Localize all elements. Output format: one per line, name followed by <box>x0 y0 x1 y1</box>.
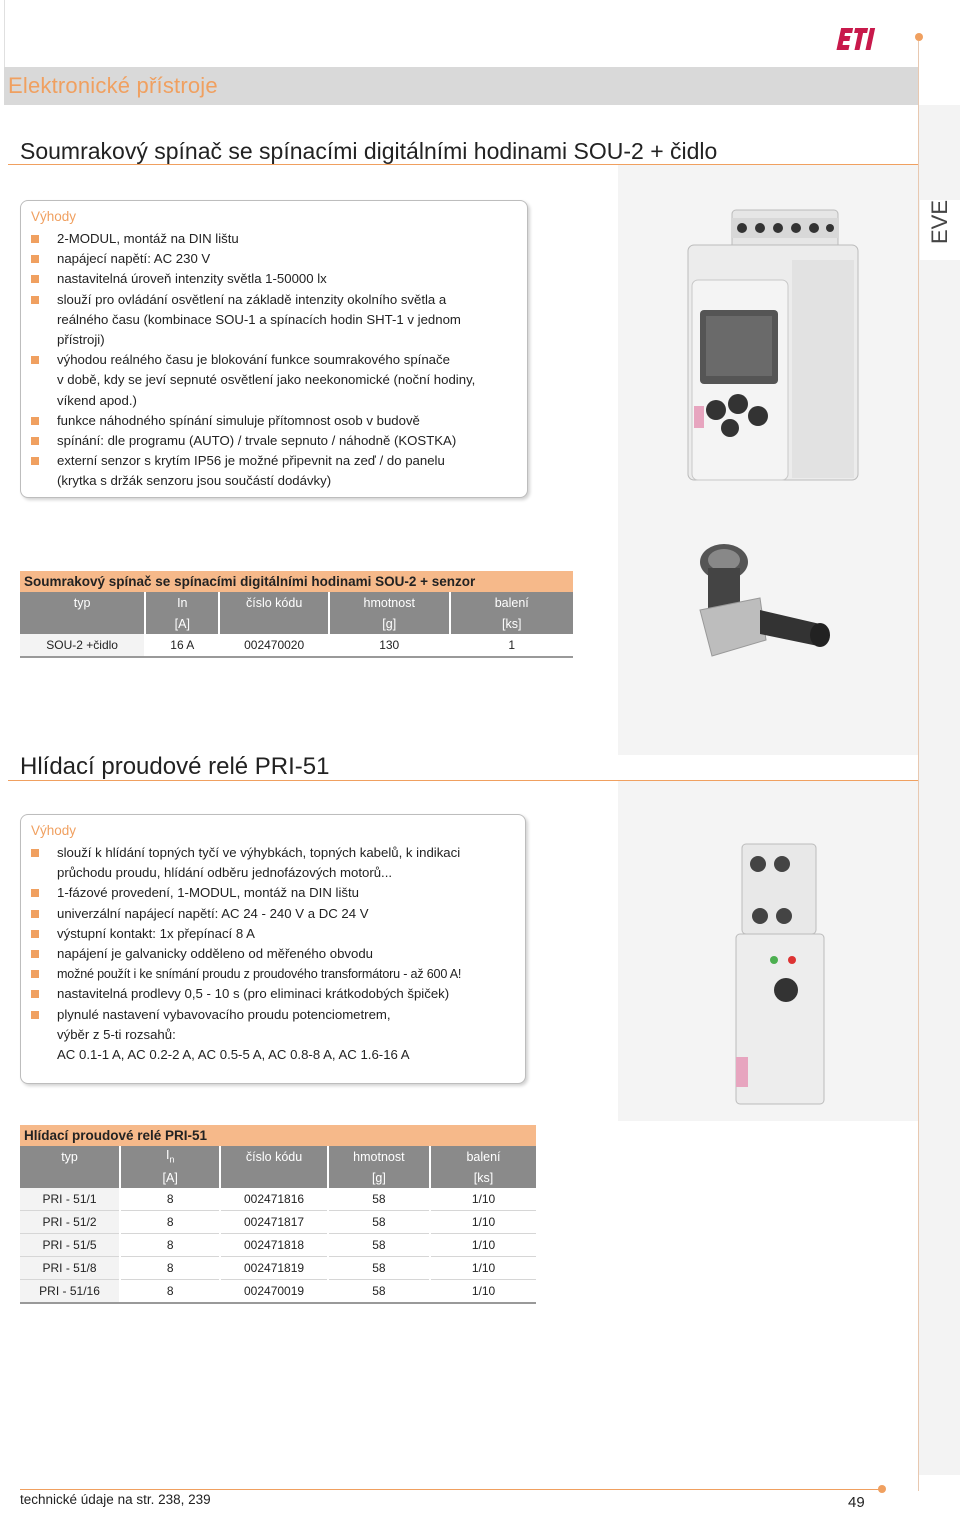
header-cell: typ <box>20 592 145 613</box>
unit-cell: [g] <box>329 613 450 634</box>
product2-title: Hlídací proudové relé PRI-51 <box>20 753 330 780</box>
header-cell: typ <box>20 1146 120 1167</box>
unit-cell: [ks] <box>473 1170 494 1185</box>
table-cell: 1/10 <box>430 1257 536 1280</box>
footer-rule <box>20 1489 882 1490</box>
table-row <box>20 1257 536 1280</box>
top-bar <box>0 0 960 67</box>
list-item: nastavitelná úroveň intenzity světla 1-50000 lx <box>31 269 517 289</box>
table-cell: 8 <box>120 1211 220 1234</box>
list-item: funkce náhodného spínání simuluje přítomnost osob v budově <box>31 411 517 431</box>
table-cell: 1/10 <box>430 1188 536 1211</box>
footer-note: technické údaje na str. 238, 239 <box>20 1492 211 1507</box>
list-item: plynulé nastavení vybavovacího proudu potenciometrem, <box>31 1005 517 1025</box>
header-cell: In <box>145 592 219 613</box>
header-cell <box>120 1146 220 1167</box>
table-cell: 8 <box>120 1257 220 1280</box>
accent-dot <box>915 33 923 41</box>
eti-logo <box>834 24 880 54</box>
header-cell: hmotnost <box>329 592 450 613</box>
list-item: přístroji) <box>57 332 105 348</box>
sou2-device-icon <box>670 200 870 490</box>
header-cell: balení <box>494 595 529 610</box>
unit-cell: [A] <box>120 1167 220 1188</box>
table-units-row <box>20 1167 536 1188</box>
table-cell: 58 <box>328 1211 430 1234</box>
table-cell: PRI - 51/1 <box>20 1188 120 1211</box>
header-cell: balení <box>466 1149 501 1164</box>
side-strip <box>918 105 960 1475</box>
sou2-device-image <box>670 200 870 490</box>
table-header-row <box>20 1146 536 1167</box>
unit-cell <box>220 1167 327 1188</box>
table-row <box>20 1188 536 1211</box>
feature-list <box>31 229 517 492</box>
product1-advantages-box <box>20 200 528 498</box>
advantages-heading: Výhody <box>31 823 77 838</box>
list-item: výstupní kontakt: 1x přepínací 8 A <box>31 924 517 944</box>
unit-cell: [A] <box>145 613 219 634</box>
list-item: slouží k hlídání topných tyčí ve výhybkách, topných kabelů, k indikaci <box>31 843 517 863</box>
unit-cell <box>20 613 145 634</box>
table-row <box>20 1211 536 1234</box>
table-cell: PRI - 51/8 <box>20 1257 120 1280</box>
list-item: možné použít i ke snímání proudu z proudového transformátoru - až 600 A! <box>31 964 517 984</box>
light-sensor-image <box>690 540 850 670</box>
table-cell: 58 <box>328 1257 430 1280</box>
light-sensor-icon <box>690 540 850 670</box>
unit-cell: [ks] <box>502 616 522 631</box>
table-cell: 8 <box>120 1280 220 1304</box>
list-item: externí senzor s krytím IP56 je možné připevnit na zeď / do panelu <box>31 451 517 471</box>
header-cell-subscript: n <box>169 1154 175 1165</box>
table2-title: Hlídací proudové relé PRI-51 <box>20 1125 536 1146</box>
table-header-row <box>20 592 573 613</box>
list-item: výhodou reálného času je blokování funkce soumrakového spínače <box>31 350 517 370</box>
table-cell: 130 <box>329 634 450 657</box>
header-cell: číslo kódu <box>220 1146 327 1167</box>
list-item: univerzální napájecí napětí: AC 24 - 240 V a DC 24 V <box>31 904 517 924</box>
section-title: Elektronické přístroje <box>8 73 218 98</box>
table-cell: PRI - 51/2 <box>20 1211 120 1234</box>
list-item: 2-MODUL, montáž na DIN lištu <box>31 229 517 249</box>
unit-cell <box>20 1167 120 1188</box>
table-cell: 58 <box>328 1188 430 1211</box>
list-item: slouží pro ovládání osvětlení na základě intenzity okolního světla a <box>31 290 517 310</box>
table-cell: 8 <box>120 1188 220 1211</box>
list-item: nastavitelná prodlevy 0,5 - 10 s (pro eliminaci krátkodobých špiček) <box>31 984 517 1004</box>
table-cell: 002471816 <box>220 1188 327 1211</box>
header-cell: hmotnost <box>328 1146 430 1167</box>
table1-title: Soumrakový spínač se spínacími digitálními hodinami SOU-2 + senzor <box>20 571 573 592</box>
left-edge-line <box>4 0 5 67</box>
list-item: napájecí napětí: AC 230 V <box>31 249 517 269</box>
list-item: víkend apod.) <box>57 392 137 408</box>
list-item: v době, kdy se jeví sepnuté osvětlení jako neekonomické (noční hodiny, <box>57 372 476 388</box>
header-cell-symbol: I <box>165 1148 170 1163</box>
table-row <box>20 634 573 657</box>
table-cell: 58 <box>328 1234 430 1257</box>
footer-accent-dot <box>878 1485 886 1493</box>
list-item: (krytka s držák senzoru jsou součástí dodávky) <box>57 473 332 489</box>
table-cell: 002471818 <box>220 1234 327 1257</box>
pri51-device-image <box>732 842 832 1107</box>
product2-advantages-box <box>20 814 526 1084</box>
list-item: průchodu proudu, hlídání odběru jednofázových motorů... <box>57 865 393 881</box>
table-row <box>20 1234 536 1257</box>
advantages-heading: Výhody <box>31 209 77 224</box>
product2-table <box>20 1146 536 1304</box>
list-item: AC 0.1-1 A, AC 0.2-2 A, AC 0.5-5 A, AC 0.8-8 A, AC 1.6-16 A <box>57 1047 410 1063</box>
unit-cell: [g] <box>328 1167 430 1188</box>
table-cell: 1 <box>450 634 574 657</box>
list-item: 1-fázové provedení, 1-MODUL, montáž na DIN lištu <box>31 883 517 903</box>
unit-cell <box>219 613 329 634</box>
table-units-row <box>20 613 573 634</box>
feature-list <box>31 843 517 1065</box>
table-cell: 58 <box>328 1280 430 1304</box>
table-cell: PRI - 51/5 <box>20 1234 120 1257</box>
page-number: 49 <box>848 1494 865 1511</box>
list-item: napájení je galvanicky odděleno od měřeného obvodu <box>31 944 517 964</box>
side-tab-label: EVE <box>927 199 952 244</box>
eti-logo-icon <box>834 24 880 54</box>
product1-table <box>20 592 573 658</box>
list-item: reálného času (kombinace SOU-1 a spínacích hodin SHT-1 v jednom <box>57 311 461 327</box>
header-cell: číslo kódu <box>219 592 329 613</box>
table-cell: 002471819 <box>220 1257 327 1280</box>
right-accent-line <box>918 41 919 1491</box>
table-cell: 002470020 <box>219 634 329 657</box>
table-cell: 8 <box>120 1234 220 1257</box>
product1-title-rule <box>8 164 918 165</box>
list-item: výběr z 5-ti rozsahů: <box>57 1026 176 1042</box>
product1-title: Soumrakový spínač se spínacími digitálními hodinami SOU-2 + čidlo <box>20 138 718 164</box>
pri51-device-icon <box>732 842 832 1107</box>
table-cell: 1/10 <box>430 1234 536 1257</box>
table-cell: 1/10 <box>430 1211 536 1234</box>
table-cell: 002471817 <box>220 1211 327 1234</box>
product2-title-rule <box>8 780 918 781</box>
table-cell: 16 A <box>145 634 219 657</box>
table-cell: SOU-2 +čidlo <box>20 634 145 657</box>
table-cell: PRI - 51/16 <box>20 1280 120 1304</box>
table-row <box>20 1280 536 1304</box>
table-cell: 1/10 <box>430 1280 536 1304</box>
list-item: spínání: dle programu (AUTO) / trvale sepnuto / náhodně (KOSTKA) <box>31 431 517 451</box>
table-cell: 002470019 <box>220 1280 327 1304</box>
